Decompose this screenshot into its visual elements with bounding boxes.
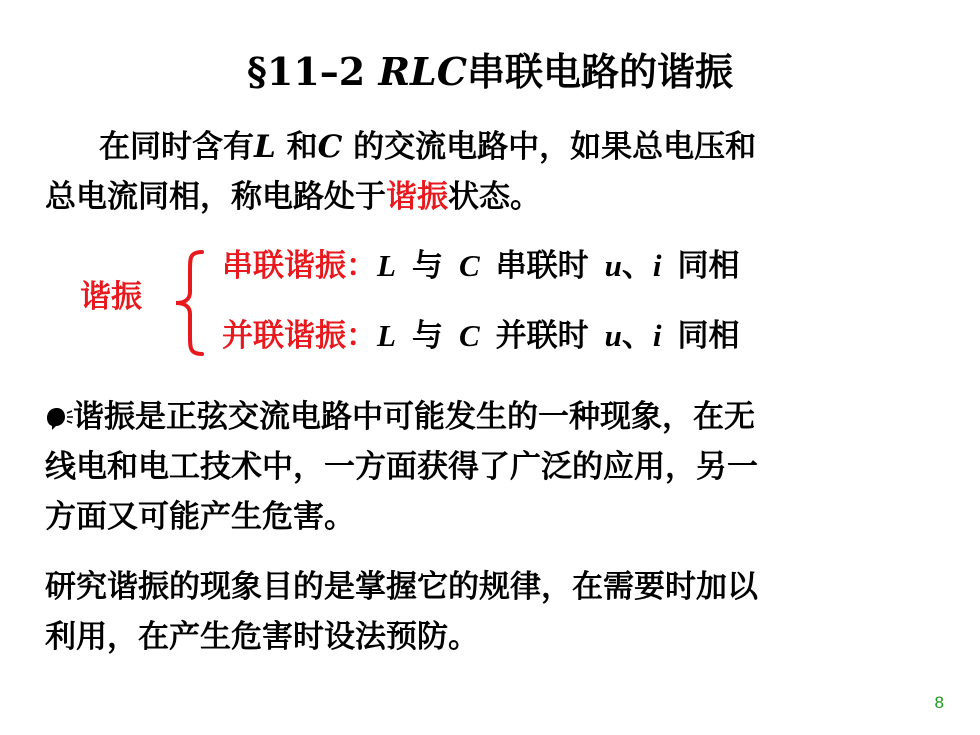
symbol-l: L [377,248,396,283]
intro-line-2 [45,172,756,222]
note-text: 谐振是正弦交流电路中可能发生的一种现象，在无 [73,399,755,435]
symbol-i: i [652,248,662,283]
study-paragraph [45,562,758,662]
title-rlc: RLC [378,49,467,94]
series-resonance-name: 串联谐振： [222,248,377,284]
study-line-1: 研究谐振的现象目的是掌握它的规律，在需要时加以 [45,569,758,605]
intro-paragraph [45,122,756,222]
symbol-u: u [604,318,622,353]
title-suffix: 串联电路的谐振 [466,49,733,94]
and-text: 与 [411,248,443,284]
note-line-2: 线电和电工技术中，一方面获得了广泛的应用，另一 [45,449,758,485]
symbol-c: C [317,129,343,165]
symbol-u: u [604,248,622,283]
intro-text: 状态。 [448,179,541,215]
parallel-resonance-row [222,316,740,356]
note-paragraph [45,392,758,542]
speaker-icon [45,405,73,431]
intro-line-1 [45,122,756,172]
parallel-desc: 并联时 [495,318,589,354]
curly-brace-icon [170,248,210,358]
series-resonance-row [222,246,740,286]
title-prefix: §11–2 [247,49,379,94]
in-phase-text: 同相 [677,318,740,354]
study-line-2: 利用，在产生危害时设法预防。 [45,619,479,655]
and-text: 与 [411,318,443,354]
resonance-highlight: 谐振 [386,179,448,215]
page-title [0,42,980,102]
separator: 、 [621,248,653,284]
page-number: 8 [934,693,944,712]
note-line-1 [45,392,758,442]
series-desc: 串联时 [495,248,589,284]
intro-text: 和 [275,129,318,165]
symbol-l: L [254,129,276,165]
parallel-resonance-name: 并联谐振： [222,318,377,354]
in-phase-text: 同相 [677,248,740,284]
intro-text: 的交流电路中，如果总电压和 [342,129,757,165]
intro-text: 总电流同相，称电路处于 [45,179,386,215]
note-line-3: 方面又可能产生危害。 [45,499,355,535]
separator: 、 [621,318,653,354]
intro-text: 在同时含有 [99,129,254,165]
symbol-c: C [458,248,480,283]
resonance-label: 谐振 [80,279,142,315]
symbol-i: i [652,318,662,353]
symbol-c: C [458,318,480,353]
symbol-l: L [377,318,396,353]
